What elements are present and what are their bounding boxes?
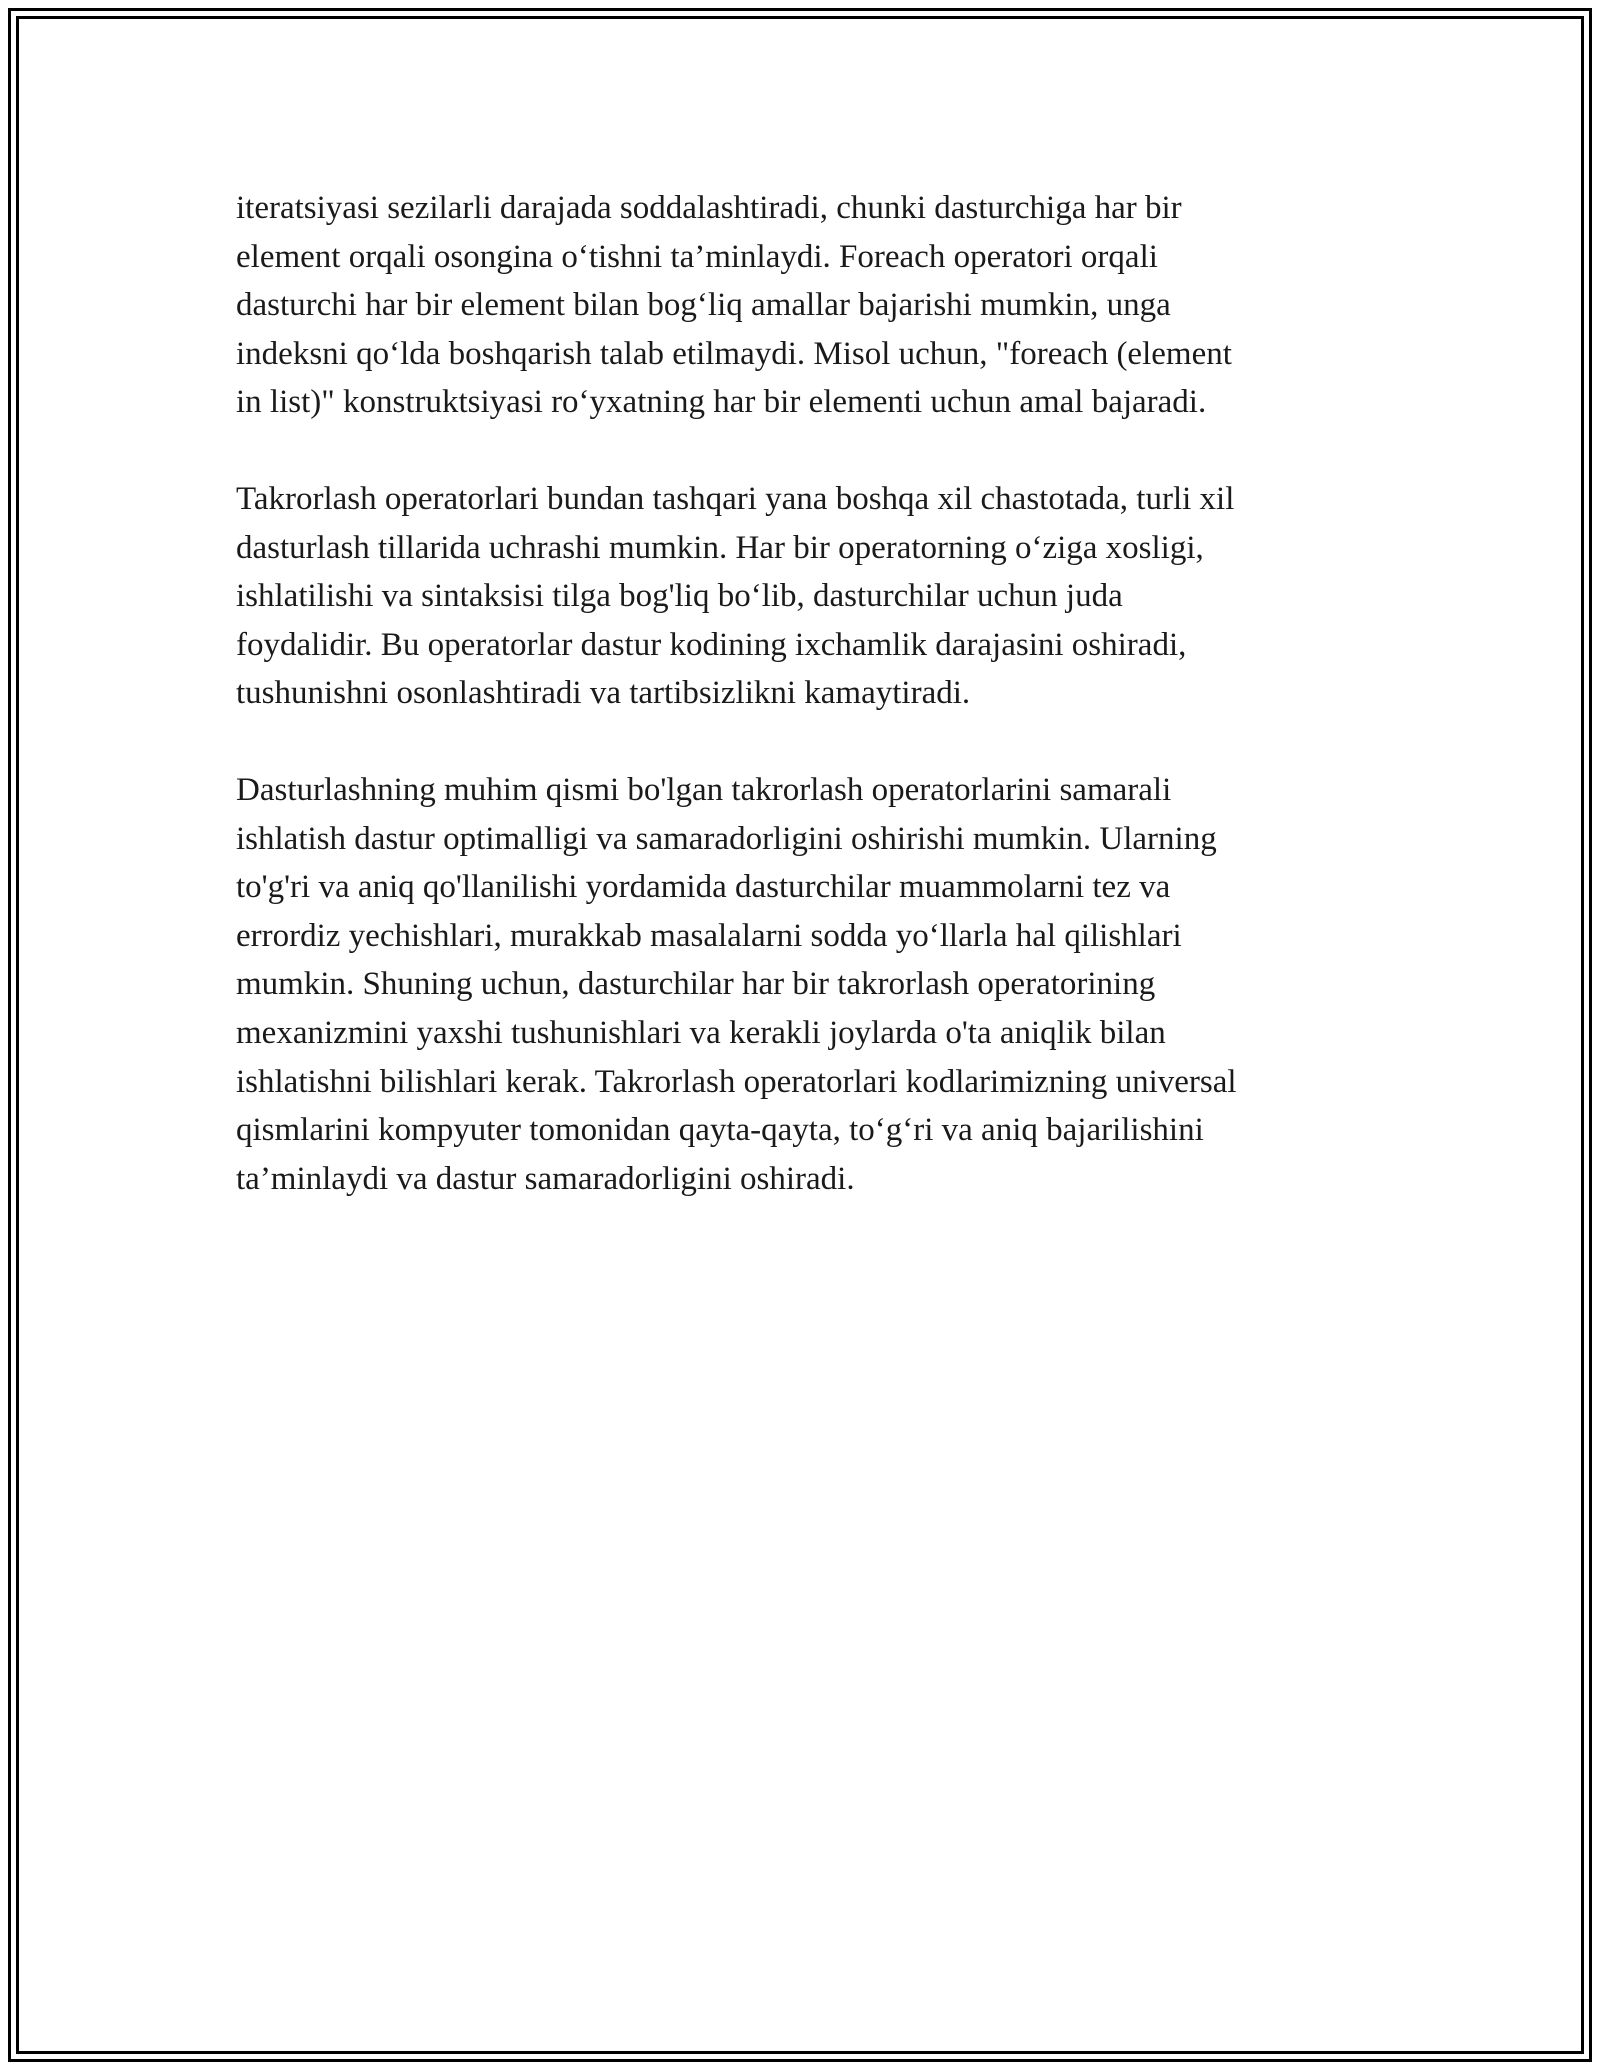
text-line: Takrorlash operatorlari bundan tashqari yana boshqa xil chastotada, turli xil	[236, 480, 1235, 517]
text-line: errordiz yechishlari, murakkab masalalarni sodda yo‘llarla hal qilishlari	[236, 917, 1182, 954]
text-line: in list)" konstruktsiyasi ro‘yxatning har bir elementi uchun amal bajaradi.	[236, 384, 1207, 421]
text-line: dasturlash tillarida uchrashi mumkin. Har bir operatorning o‘ziga xosligi,	[236, 529, 1204, 566]
paragraph-1	[236, 184, 1366, 427]
text-line: ishlatish dastur optimalligi va samaradorligini oshirishi mumkin. Ularning	[236, 820, 1217, 857]
text-line: iteratsiyasi sezilarli darajada soddalashtiradi, chunki dasturchiga har bir	[236, 190, 1182, 226]
document-body	[236, 184, 1366, 1251]
text-line: indeksni qo‘lda boshqarish talab etilmaydi. Misol uchun, "foreach (element	[236, 335, 1232, 372]
text-line: to'g'ri va aniq qo'llanilishi yordamida dasturchilar muammolarni tez va	[236, 869, 1171, 906]
text-line: mexanizmini yaxshi tushunishlari va kerakli joylarda o'ta aniqlik bilan	[236, 1014, 1166, 1051]
paragraph-3	[236, 766, 1366, 1203]
text-line: Dasturlashning muhim qismi bo'lgan takrorlash operatorlarini samarali	[236, 771, 1172, 808]
text-line: element orqali osongina o‘tishni ta’minlaydi. Foreach operatori orqali	[236, 238, 1158, 275]
text-line: tushunishni osonlashtiradi va tartibsizlikni kamaytiradi.	[236, 675, 971, 712]
text-line: ta’minlaydi va dastur samaradorligini oshiradi.	[236, 1160, 855, 1197]
text-line: dasturchi har bir element bilan bog‘liq amallar bajarishi mumkin, unga	[236, 287, 1171, 324]
text-line: qismlarini kompyuter tomonidan qayta-qayta, to‘g‘ri va aniq bajarilishini	[236, 1112, 1204, 1149]
text-line: foydalidir. Bu operatorlar dastur kodining ixchamlik darajasini oshiradi,	[236, 626, 1187, 663]
text-line: mumkin. Shuning uchun, dasturchilar har bir takrorlash operatorining	[236, 966, 1156, 1003]
paragraph-2	[236, 475, 1366, 718]
text-line: ishlatishni bilishlari kerak. Takrorlash operatorlari kodlarimizning universal	[236, 1063, 1237, 1100]
text-line: ishlatilishi va sintaksisi tilga bog'liq bo‘lib, dasturchilar uchun juda	[236, 578, 1123, 615]
